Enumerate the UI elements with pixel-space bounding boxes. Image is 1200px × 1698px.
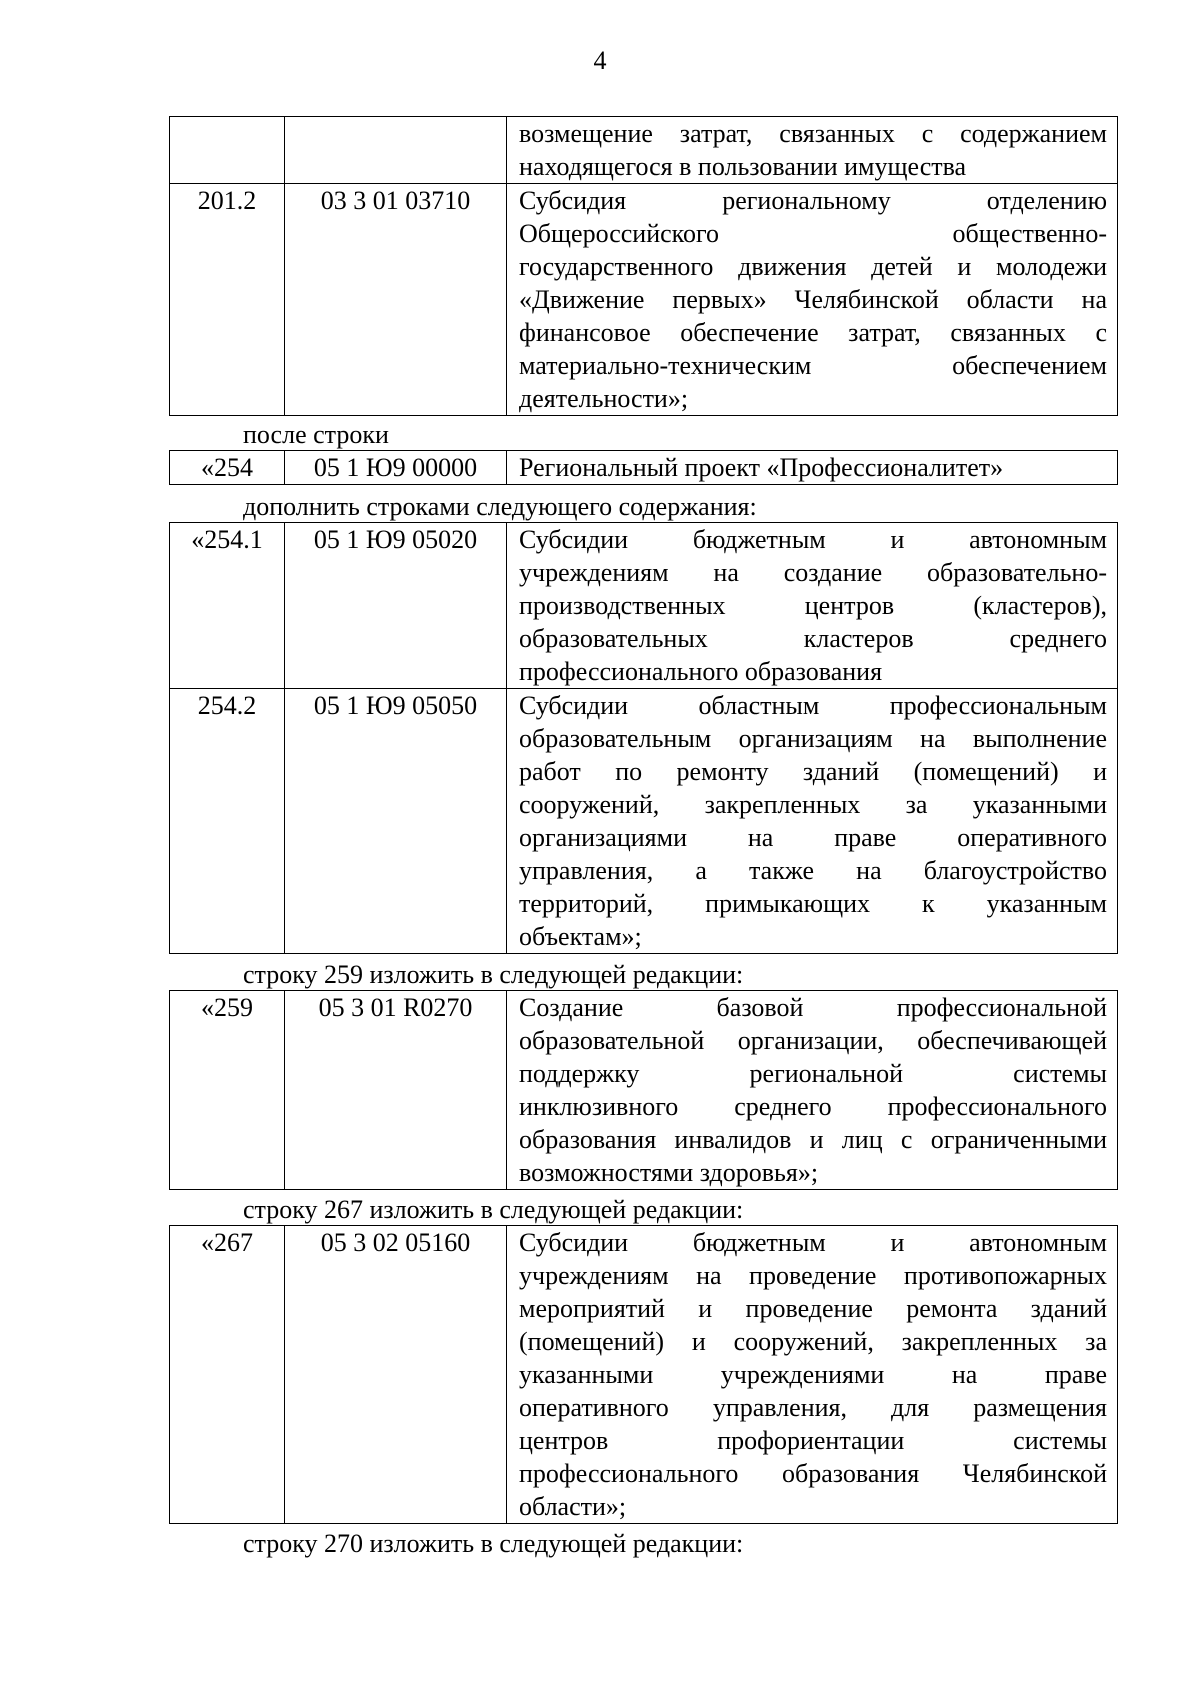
table-row [170,184,1118,416]
description-line: образовательных кластеров среднего [519,624,1107,653]
description-line: возмещение затрат, связанных с содержанием [519,119,1107,148]
description-cell [507,184,1118,416]
description-line: возможностями здоровья»; [519,1158,819,1187]
description-cell [507,523,1118,689]
description-line: организациями на праве оперативного [519,823,1107,852]
description-line: области»; [519,1492,627,1521]
table-row [170,689,1118,954]
budget-code-cell: 05 3 01 R0270 [285,991,507,1190]
row-number-cell: «259 [170,991,285,1190]
description-line: Региональный проект «Профессионалитет» [519,453,1004,482]
budget-code-cell: 03 3 01 03710 [285,184,507,416]
description-line: работ по ремонту зданий (помещений) и [519,757,1107,786]
description-line: учреждениям на создание образовательно- [519,558,1107,587]
description-line: финансовое обеспечение затрат, связанных с [519,318,1107,347]
paragraph-row-267: строку 267 изложить в следующей редакции: [243,1195,744,1224]
budget-code-cell: 05 1 Ю9 05020 [285,523,507,689]
paragraph-after-row: после строки [243,420,389,449]
table-row [170,523,1118,689]
description-line: Создание базовой профессиональной [519,993,1107,1022]
description-line: Общероссийского общественно- [519,219,1107,248]
description-line: «Движение первых» Челябинской области на [519,285,1107,314]
description-line: производственных центров (кластеров), [519,591,1107,620]
description-line: поддержку региональной системы [519,1059,1107,1088]
description-cell [507,1226,1118,1524]
description-line: сооружений, закрепленных за указанными [519,790,1107,819]
table-row [170,991,1118,1190]
row-number-cell: «254.1 [170,523,285,689]
budget-table-4 [169,990,1118,1190]
paragraph-row-259: строку 259 изложить в следующей редакции: [243,960,744,989]
budget-code-cell: 05 1 Ю9 05050 [285,689,507,954]
description-line: профессионального образования Челябинской [519,1459,1107,1488]
description-line: учреждениям на проведение противопожарных [519,1261,1107,1290]
description-line: государственного движения детей и молодежи [519,252,1107,281]
paragraph-add-rows: дополнить строками следующего содержания: [243,492,757,521]
description-line: мероприятий и проведение ремонта зданий [519,1294,1107,1323]
description-line: Субсидия региональному отделению [519,186,1107,215]
description-line: образования инвалидов и лиц с ограниченными [519,1125,1107,1154]
row-number-cell: «254 [170,451,285,485]
table-row [170,1226,1118,1524]
description-line: профессионального образования [519,657,883,686]
description-line: указанными учреждениями на праве [519,1360,1107,1389]
budget-table-1 [169,116,1118,416]
description-line: территорий, примыкающих к указанным [519,889,1107,918]
description-line: образовательным организациям на выполнение [519,724,1107,753]
row-number-cell: 201.2 [170,184,285,416]
description-line: объектам»; [519,922,642,951]
budget-code-cell: 05 1 Ю9 00000 [285,451,507,485]
description-cell [507,689,1118,954]
budget-code-cell [285,117,507,184]
description-line: Субсидии областным профессиональным [519,691,1107,720]
description-line: Субсидии бюджетным и автономным [519,1228,1107,1257]
row-number-cell: 254.2 [170,689,285,954]
table-row [170,451,1118,485]
description-cell [507,117,1118,184]
budget-code-cell: 05 3 02 05160 [285,1226,507,1524]
description-line: (помещений) и сооружений, закрепленных за [519,1327,1107,1356]
description-cell [507,451,1118,485]
budget-table-2 [169,450,1118,485]
description-line: материально-техническим обеспечением [519,351,1107,380]
description-line: инклюзивного среднего профессионального [519,1092,1107,1121]
budget-table-5 [169,1225,1118,1524]
description-line: управления, а также на благоустройство [519,856,1107,885]
table-row [170,117,1118,184]
description-line: находящегося в пользовании имущества [519,152,967,181]
row-number-cell: «267 [170,1226,285,1524]
description-line: деятельности»; [519,384,689,413]
paragraph-row-270: строку 270 изложить в следующей редакции: [243,1529,744,1558]
description-line: Субсидии бюджетным и автономным [519,525,1107,554]
description-cell [507,991,1118,1190]
row-number-cell [170,117,285,184]
description-line: оперативного управления, для размещения [519,1393,1107,1422]
description-line: образовательной организации, обеспечивающей [519,1026,1107,1055]
description-line: центров профориентации системы [519,1426,1107,1455]
budget-table-3 [169,522,1118,954]
page-number: 4 [593,46,607,75]
